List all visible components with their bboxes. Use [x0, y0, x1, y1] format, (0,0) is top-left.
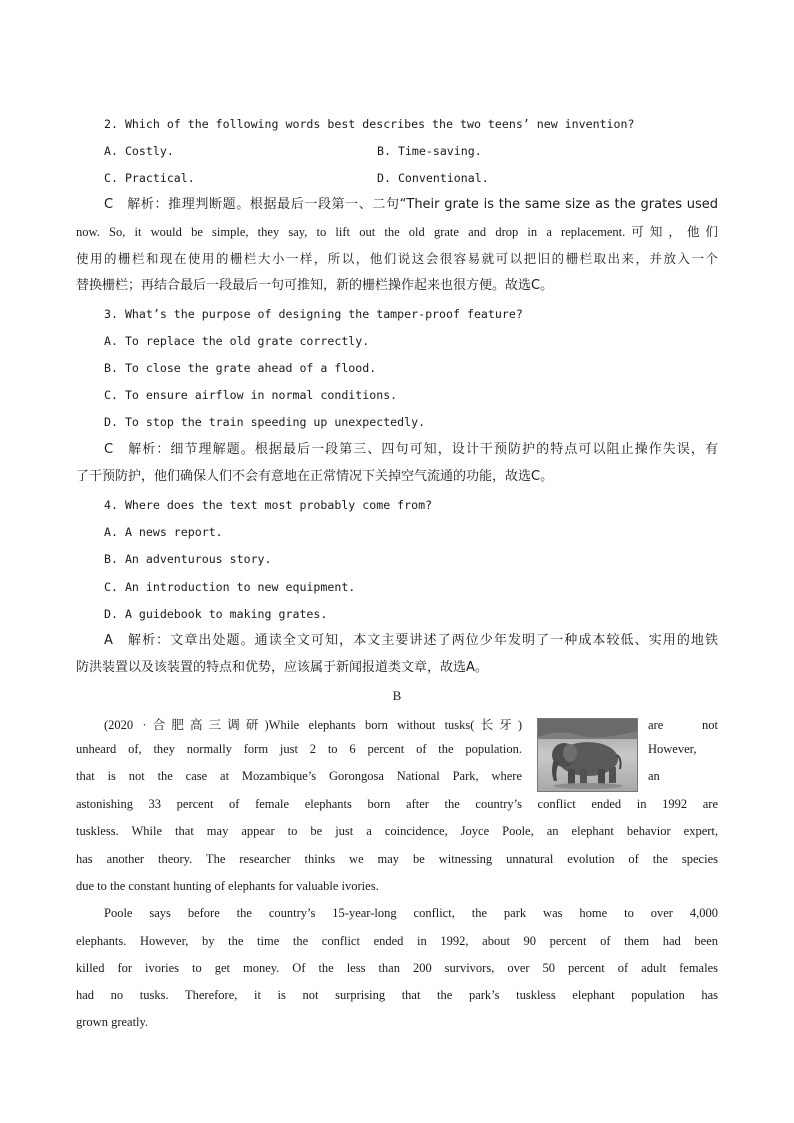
passage-line: grown greatly. [76, 1015, 149, 1029]
passage-line-right: are not [648, 718, 718, 732]
passage-line: has another theory. The researcher thinks we may be witnessing unnatural evolution of the species [76, 852, 718, 866]
question-2-option-b: B. Time-saving. [377, 144, 482, 158]
question-4-option-d: D. A guidebook to making grates. [104, 607, 328, 621]
passage-line: due to the constant hunting of elephants for valuable ivories. [76, 879, 379, 893]
passage-line: that is not the case at Mozambique’s Gorongosa National Park, where [76, 769, 522, 783]
passage-line: unheard of, they normally form just 2 to 6 percent of the population. [76, 742, 522, 756]
question-2-option-a: A. Costly. [104, 144, 174, 158]
question-4-option-b: B. An adventurous story. [104, 552, 272, 566]
passage-line: (2020 ·合肥高三调研)While elephants born without tusks(长牙) [104, 718, 522, 732]
question-2-option-d: D. Conventional. [377, 171, 489, 185]
passage-line-right: an [648, 769, 660, 783]
question-2-stem: 2. Which of the following words best describes the two teens’ new invention? [104, 117, 635, 131]
passage-line: Poole says before the country’s 15-year-long conflict, the park was home to over 4,000 [104, 906, 718, 920]
question-2-explanation-line: 替换栅栏；再结合最后一段最后一句可推知，新的栅栏操作起来也很方便。故选C。 [76, 278, 554, 293]
elephant-image [538, 719, 637, 791]
passage-line: killed for ivories to get money. Of the less than 200 survivors, over 50 percent of adult females [76, 961, 718, 975]
question-4-explanation-line: A 解析：文章出处题。通读全文可知，本文主要讲述了两位少年发明了一种成本较低、实用的地铁 [104, 633, 718, 648]
question-3-explanation-line: C 解析：细节理解题。根据最后一段第三、四句可知，设计干预防护的特点可以阻止操作失误，有 [104, 442, 718, 457]
question-2-explanation-line: now. So, it would be simple, they say, to lift out the old grate and drop in a replacement.可知，他们 [76, 225, 718, 239]
passage-line: astonishing 33 percent of female elephants born after the country’s conflict ended in 1992 are [76, 797, 718, 811]
question-3-explanation-line: 了干预防护，他们确保人们不会有意地在正常情况下关掉空气流通的功能，故选C。 [76, 469, 554, 484]
question-3-option-c: C. To ensure airflow in normal conditions. [104, 388, 398, 402]
question-2-explanation-line: 使用的栅栏和现在使用的栅栏大小一样，所以，他们说这会很容易就可以把旧的栅栏取出来，并放入一个 [76, 251, 718, 266]
question-4-explanation-line: 防洪装置以及该装置的特点和优势，应该属于新闻报道类文章，故选A。 [76, 660, 488, 675]
question-3-stem: 3. What’s the purpose of designing the tamper-proof feature? [104, 307, 523, 321]
question-4-stem: 4. Where does the text most probably come from? [104, 498, 433, 512]
passage-line: elephants. However, by the time the conflict ended in 1992, about 90 percent of them had been [76, 934, 718, 948]
elephant-photo [537, 718, 638, 792]
passage-line: tuskless. While that may appear to be just a coincidence, Joyce Poole, an elephant behavior expert, [76, 824, 718, 838]
question-2-option-c: C. Practical. [104, 171, 195, 185]
passage-heading: B [392, 688, 402, 703]
question-3-option-a: A. To replace the old grate correctly. [104, 334, 370, 348]
question-4-option-a: A. A news report. [104, 525, 223, 539]
passage-line: had no tusks. Therefore, it is not surprising that the park’s tuskless elephant population has [76, 988, 718, 1002]
passage-line-right: However, [648, 742, 697, 756]
question-3-option-d: D. To stop the train speeding up unexpectedly. [104, 415, 426, 429]
question-4-option-c: C. An introduction to new equipment. [104, 580, 356, 594]
question-3-option-b: B. To close the grate ahead of a flood. [104, 361, 377, 375]
question-2-explanation-line: C 解析：推理判断题。根据最后一段第一、二句“Their grate is the same size as the grates used [104, 197, 718, 212]
